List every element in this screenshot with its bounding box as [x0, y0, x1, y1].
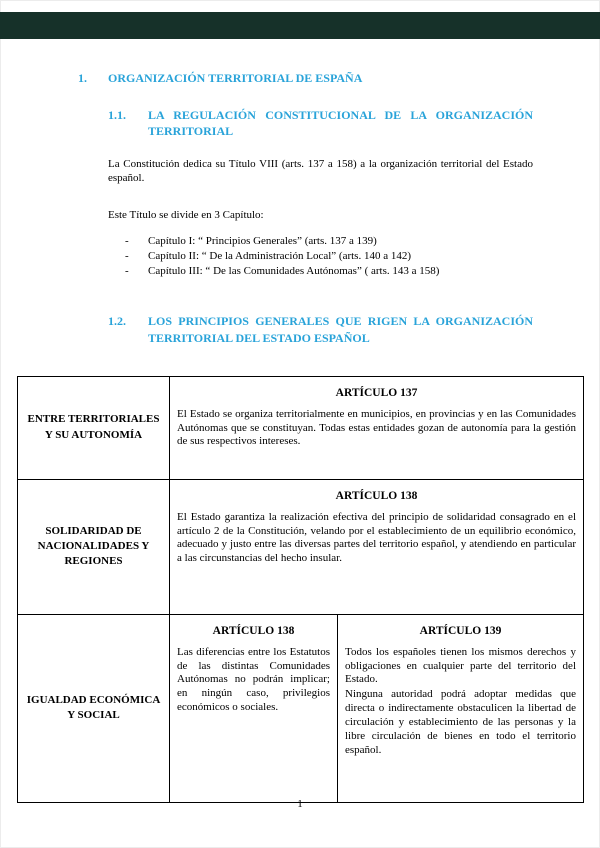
- article-title: ARTÍCULO 138: [335, 489, 418, 502]
- article-title: ARTÍCULO 139: [419, 624, 502, 637]
- section-number: 1.2.: [108, 314, 126, 329]
- table-row: [18, 614, 584, 802]
- row-label-cell: ENTRE TERRITORIALES Y SU AUTONOMÍA: [18, 376, 170, 479]
- list-item-text: Capítulo II: “ De la Administración Local” (arts. 140 a 142): [148, 250, 412, 263]
- header-bar: [0, 12, 600, 39]
- article-text: Ninguna autoridad podrá adoptar medidas que directa o indirectamente obstaculicen la libertad de circulación y establecimiento de las personas y la libre circulación de bienes en todo el territorio español.: [345, 688, 576, 756]
- row-label-cell: IGUALDAD ECONÓMICA Y SOCIAL: [18, 614, 170, 802]
- section-number: 1.1.: [108, 107, 126, 122]
- article-text: El Estado se organiza territorialmente en municipios, en provincias y en las Comunidades Autónomas que se constituyan. Todas estas entidades gozan de autonomía para la gestión de sus respectivos intereses.: [177, 407, 576, 448]
- list-item: [125, 234, 533, 249]
- paragraph-intro: La Constitución dedica su Título VIII (arts. 137 a 158) a la organización territorial del Estado español.: [108, 157, 533, 185]
- article-cell: [170, 479, 584, 614]
- article-title: ARTÍCULO 138: [212, 624, 295, 637]
- article-text: Todos los españoles tienen los mismos derechos y obligaciones en cualquier parte del territorio del Estado.: [345, 645, 576, 686]
- article-title: ARTÍCULO 137: [335, 386, 418, 399]
- row-label-cell: SOLIDARIDAD DE NACIONALIDADES Y REGIONES: [18, 479, 170, 614]
- dash-bullet: -: [125, 250, 129, 263]
- article-text: El Estado garantiza la realización efectiva del principio de solidaridad consagrado en el artículo 2 de la Constitución, velando por el establecimiento de un equilibrio económico, adecuado y justo entre las diversas partes del territorio español, y atendiendo en particular a las circunstancias del hecho insular.: [177, 510, 576, 565]
- paragraph-chapters: Este Título se divide en 3 Capítulo:: [108, 208, 264, 221]
- dash-bullet: -: [125, 234, 129, 247]
- section-title: LA REGULACIÓN CONSTITUCIONAL DE LA ORGANIZACIÓN TERRITORIAL: [148, 107, 533, 138]
- article-cell: [170, 614, 338, 802]
- article-cell: [338, 614, 584, 802]
- section-number: 1.: [78, 71, 87, 85]
- dash-bullet: -: [125, 265, 129, 278]
- section-heading-1-2: [108, 313, 533, 345]
- table-row: [18, 376, 584, 479]
- page-number: 1: [297, 798, 303, 810]
- section-title: LOS PRINCIPIOS GENERALES QUE RIGEN LA ORGANIZACIÓN TERRITORIAL DEL ESTADO ESPAÑOL: [148, 314, 533, 345]
- list-item: [125, 264, 533, 279]
- table-row: [18, 479, 584, 614]
- section-heading-1: [78, 71, 533, 87]
- list-item-text: Capítulo I: “ Principios Generales” (arts. 137 a 139): [148, 234, 377, 247]
- list-item: [125, 249, 533, 264]
- section-title: ORGANIZACIÓN TERRITORIAL DE ESPAÑA: [108, 71, 363, 85]
- article-text: Las diferencias entre los Estatutos de las distintas Comunidades Autónomas no podrán implicar; en ningún caso, privilegios económicos o sociales.: [177, 645, 330, 714]
- articles-table: [17, 376, 584, 803]
- list-item-text: Capítulo III: “ De las Comunidades Autónomas” ( arts. 143 a 158): [148, 265, 440, 278]
- section-heading-1-1: [108, 107, 533, 139]
- article-cell: [170, 376, 584, 479]
- bulleted-list: [125, 234, 533, 280]
